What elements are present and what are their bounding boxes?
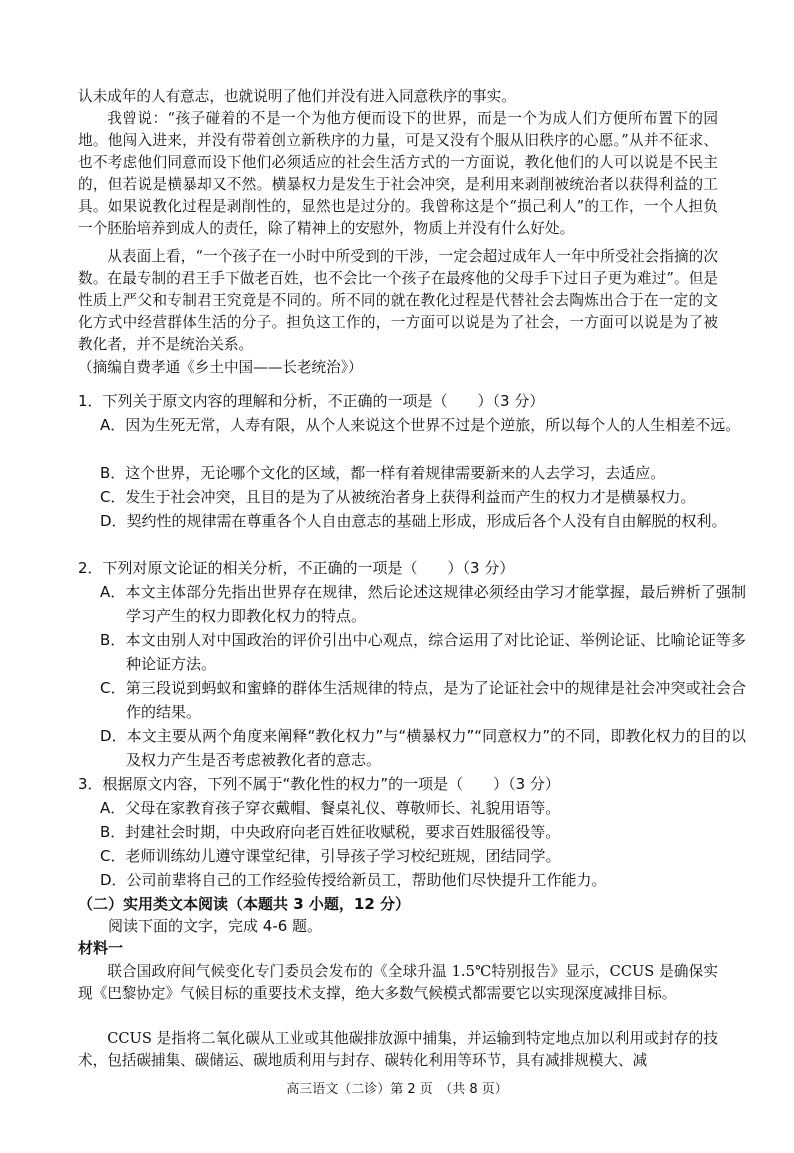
question-stem: 2．下列对原文论证的相关分析，不正确的一项是（ ）（3 分） xyxy=(78,559,515,577)
material-label: 材料一 xyxy=(78,939,124,957)
option-a: A．父母在家教育孩子穿衣戴帽、餐桌礼仪、尊敬师长、礼貌用语等。 xyxy=(100,799,561,817)
passage-source: （摘编自费孝通《乡土中国——长老统治》） xyxy=(78,359,363,376)
option-d: D．契约性的规律需在尊重各个人自由意志的基础上形成，形成后各个人没有自由解脱的权利。 xyxy=(100,512,727,530)
section-heading: （二）实用类文本阅读（本题共 3 小题，12 分） xyxy=(78,895,410,913)
option-b: B．本文由别人对中国政治的评价引出中心观点，综合运用了对比论证、举例论证、比喻论证等多种论证方法。 xyxy=(100,631,746,673)
option-c: C．发生于社会冲突，且目的是为了从被统治者身上获得利益而产生的权力才是横暴权力。 xyxy=(100,488,696,506)
option-b: B．这个世界，无论哪个文化的区域，都一样有着规律需要新来的人去学习，去适应。 xyxy=(100,464,666,482)
option-d: D．本文主要从两个角度来阐释“教化权力”与“横暴权力”“同意权力”的不同，即教化权力的目的以及权力产生是否考虑被教化者的意志。 xyxy=(100,727,746,769)
passage-paragraph: 认未成年的人有意志，也就说明了他们并没有进入同意秩序的事实。 xyxy=(78,88,516,105)
question-stem: 3．根据原文内容，下列不属于“教化性的权力”的一项是（ ）（3 分） xyxy=(78,775,560,793)
option-c: C．第三段说到蚂蚁和蜜蜂的群体生活规律的特点，是为了论证社会中的规律是社会冲突或社会合作的结果。 xyxy=(100,679,746,721)
option-d: D．公司前辈将自己的工作经验传授给新员工，帮助他们尽快提升工作能力。 xyxy=(100,871,607,889)
passage-paragraph: 从表面上看，“一个孩子在一小时中所受到的干涉，一定会超过成年人一年中所受社会指摘的次数。在最专制的君王手下做老百姓，也不会比一个孩子在最疼他的父母手下过日子更为难过”。但是性质上严父和专制君王究竟是不同的。所不同的就在教化过程是代替社会去陶炼出合于在一定的文化方式中经营群体生活的分子。担负这工作的，一方面可以说是为了社会，一方面可以说是为了被教化者，并不是统治关系。 xyxy=(78,248,718,353)
material-paragraph: CCUS 是指将二氧化碳从工业或其他碳排放源中捕集，并运输到特定地点加以利用或封存的技术，包括碳捕集、碳储运、碳地质利用与封存、碳转化利用等环节，具有减排规模大、减 xyxy=(78,1030,718,1069)
option-c: C．老师训练幼儿遵守课堂纪律，引导孩子学习校纪班规，团结同学。 xyxy=(100,847,561,865)
option-a: A．本文主体部分先指出世界存在规律，然后论述这规律必须经由学习才能掌握，最后辨析了强制学习产生的权力即教化权力的特点。 xyxy=(100,583,746,625)
material-paragraph: 联合国政府间气候变化专门委员会发布的《全球升温 1.5℃特别报告》显示，CCUS 是确保实现《巴黎协定》气候目标的重要技术支撑，绝大多数气候模式都需要它以实现深度减排目标。 xyxy=(78,963,718,1002)
option-b: B．封建社会时期，中央政府向老百姓征收赋税，要求百姓服徭役等。 xyxy=(100,823,561,841)
option-a: A．因为生死无常，人寿有限，从个人来说这个世界不过是个逆旅，所以每个人的人生相差不远。 xyxy=(100,416,741,434)
page-footer: 高三语文（二诊）第 2 页 （共 8 页） xyxy=(286,1082,508,1097)
passage-paragraph: 我曾说：“孩子碰着的不是一个为他方便而设下的世界，而是一个为成人们方便所布置下的园地。他闯入进来，并没有带着创立新秩序的力量，可是又没有个服从旧秩序的心愿。”从并不征求、也不考虑他们同意而设下他们必须适应的社会生活方式的一方面说，教化他们的人可以说是不民主的，但若说是横暴却又不然。横暴权力是发生于社会冲突，是利用来剥削被统治者以获得利益的工具。如果说教化过程是剥削性的，显然也是过分的。我曾称这是个“损己利人”的工作，一个人担负一个胚胎培养到成人的责任，除了精神上的安慰外，物质上并没有什么好处。 xyxy=(78,110,718,237)
question-stem: 1．下列关于原文内容的理解和分析，不正确的一项是（ ）（3 分） xyxy=(78,392,545,410)
section-instruction: 阅读下面的文字，完成 4-6 题。 xyxy=(108,917,323,935)
